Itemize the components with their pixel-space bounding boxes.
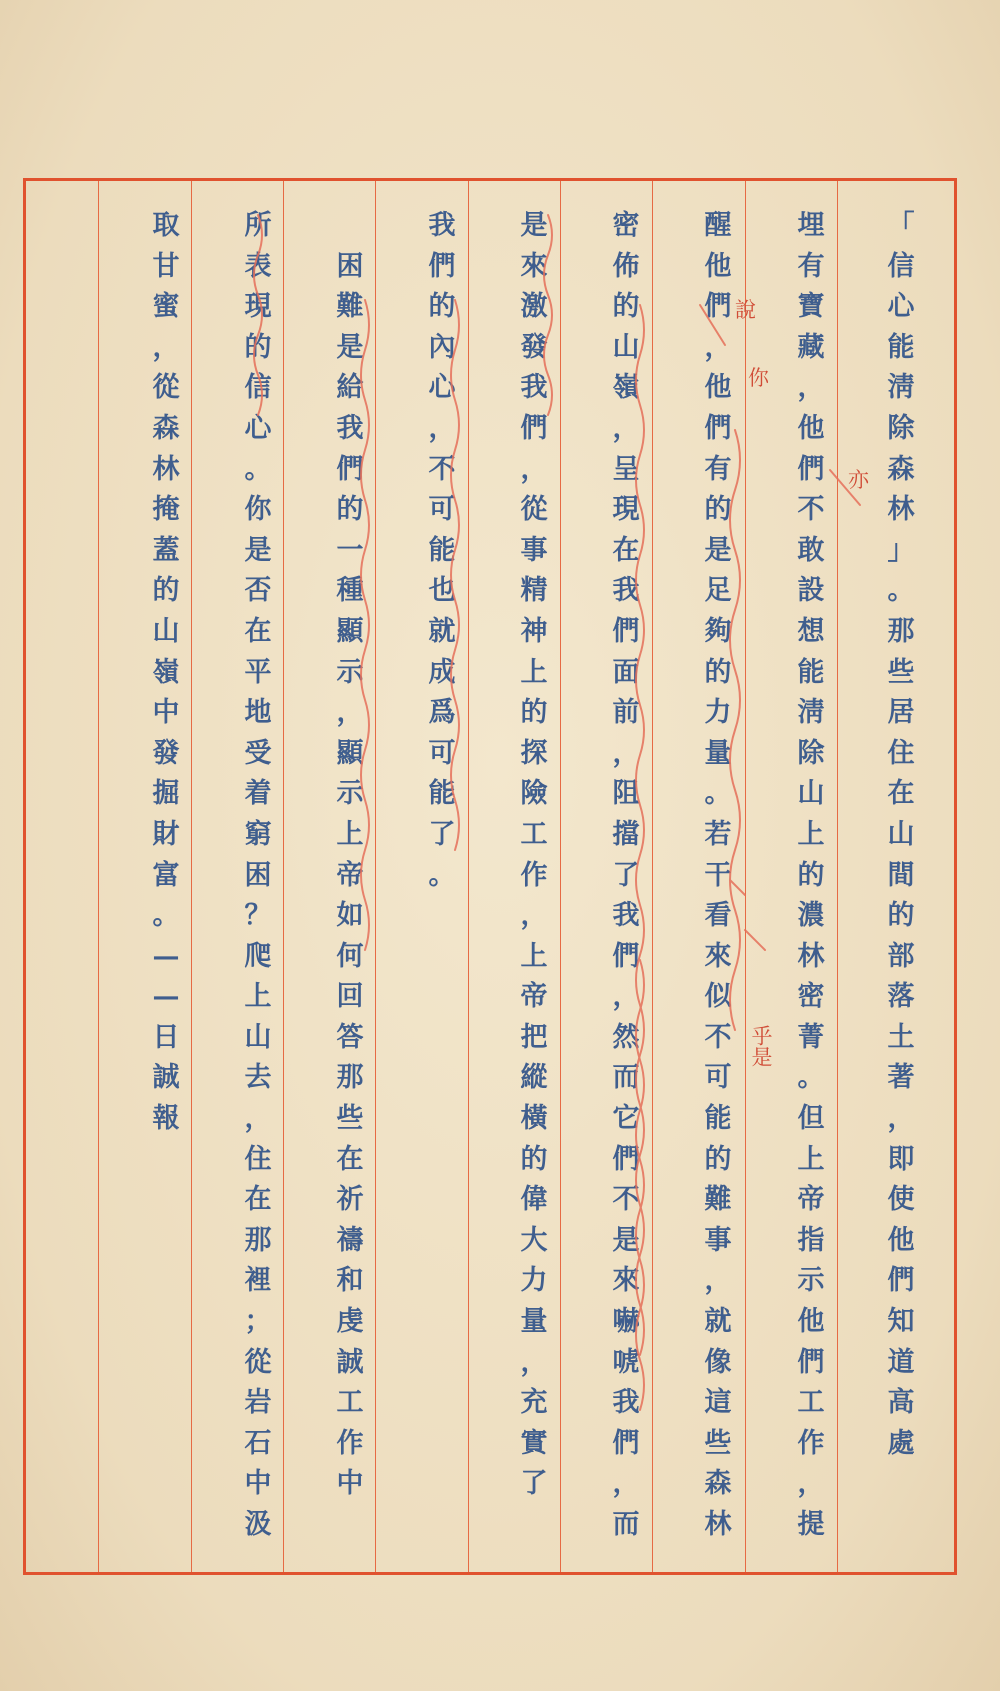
manuscript-character: 淸 bbox=[887, 372, 915, 404]
manuscript-character: 了 bbox=[520, 1468, 548, 1500]
manuscript-character: 回 bbox=[336, 981, 364, 1013]
manuscript-character: 們 bbox=[612, 940, 640, 972]
manuscript-character: 濃 bbox=[797, 900, 825, 932]
annotation-note: 亦 bbox=[848, 468, 869, 492]
manuscript-character: 工 bbox=[336, 1387, 364, 1419]
manuscript-character: 不 bbox=[428, 453, 456, 485]
manuscript-character: 然 bbox=[612, 1021, 640, 1053]
manuscript-character: 森 bbox=[704, 1468, 732, 1500]
manuscript-character: 若 bbox=[704, 818, 732, 850]
wavy-underline bbox=[361, 300, 369, 950]
annotation-note: 乎是 bbox=[749, 1025, 773, 1067]
manuscript-character: 們 bbox=[612, 1143, 640, 1175]
manuscript-character: 掩 bbox=[152, 494, 180, 526]
manuscript-character: 富 bbox=[152, 859, 180, 891]
manuscript-character: 是 bbox=[520, 210, 548, 241]
manuscript-character: 山 bbox=[244, 1021, 272, 1053]
manuscript-character: 林 bbox=[704, 1509, 732, 1540]
manuscript-character: 橫 bbox=[520, 1103, 548, 1135]
manuscript-character: 種 bbox=[336, 575, 364, 607]
manuscript-character: 中 bbox=[152, 697, 180, 729]
manuscript-character: 森 bbox=[152, 412, 180, 444]
manuscript-character: 成 bbox=[428, 656, 456, 688]
manuscript-character: 上 bbox=[520, 940, 548, 972]
manuscript-character: ， bbox=[520, 1346, 548, 1378]
manuscript-character: 不 bbox=[704, 1021, 732, 1053]
manuscript-character: 密 bbox=[797, 981, 825, 1013]
manuscript-character: 上 bbox=[797, 818, 825, 850]
manuscript-character: 干 bbox=[704, 859, 732, 891]
manuscript-character: 可 bbox=[428, 737, 456, 769]
manuscript-character: 示 bbox=[797, 1265, 825, 1297]
manuscript-character: 在 bbox=[612, 534, 640, 566]
manuscript-character: 就 bbox=[704, 1306, 732, 1338]
manuscript-character: 爬 bbox=[244, 940, 272, 972]
manuscript-character: 日 bbox=[152, 1021, 180, 1053]
manuscript-character: 山 bbox=[797, 778, 825, 810]
manuscript-character: 禱 bbox=[336, 1224, 364, 1256]
manuscript-character: 從 bbox=[152, 372, 180, 404]
manuscript-character: 他 bbox=[887, 1224, 915, 1256]
manuscript-character: 難 bbox=[336, 291, 364, 323]
manuscript-character: 作 bbox=[797, 1427, 825, 1459]
manuscript-character: 取 bbox=[152, 210, 180, 241]
manuscript-character: 。 bbox=[704, 778, 732, 810]
manuscript-character: 的 bbox=[520, 697, 548, 729]
manuscript-character: 窮 bbox=[244, 818, 272, 850]
manuscript-character: 有 bbox=[797, 250, 825, 282]
manuscript-character: 縱 bbox=[520, 1062, 548, 1094]
manuscript-character: 提 bbox=[797, 1509, 825, 1540]
annotation-note: 你 bbox=[748, 366, 769, 390]
manuscript-character: 否 bbox=[244, 575, 272, 607]
manuscript-character: 帝 bbox=[520, 981, 548, 1013]
manuscript-character: 信 bbox=[244, 372, 272, 404]
manuscript-character: 擋 bbox=[612, 818, 640, 850]
manuscript-character: 心 bbox=[244, 412, 272, 444]
manuscript-character: 現 bbox=[244, 291, 272, 323]
manuscript-character: 從 bbox=[244, 1346, 272, 1378]
manuscript-character: — bbox=[152, 981, 180, 1013]
manuscript-character: 困 bbox=[244, 859, 272, 891]
manuscript-character: 足 bbox=[704, 575, 732, 607]
manuscript-character: 的 bbox=[152, 575, 180, 607]
manuscript-character: 看 bbox=[704, 900, 732, 932]
manuscript-character: 不 bbox=[797, 494, 825, 526]
manuscript-character: 答 bbox=[336, 1021, 364, 1053]
manuscript-character: 如 bbox=[336, 900, 364, 932]
manuscript-character: 能 bbox=[797, 656, 825, 688]
manuscript-character: 汲 bbox=[244, 1509, 272, 1540]
manuscript-character: 土 bbox=[887, 1021, 915, 1053]
manuscript-character: 。 bbox=[152, 900, 180, 932]
manuscript-character: 。 bbox=[428, 859, 456, 891]
manuscript-character: 前 bbox=[612, 697, 640, 729]
manuscript-character: 那 bbox=[244, 1224, 272, 1256]
manuscript-character: 量 bbox=[704, 737, 732, 769]
manuscript-character: 偉 bbox=[520, 1184, 548, 1216]
manuscript-character: 工 bbox=[797, 1387, 825, 1419]
manuscript-character: ， bbox=[336, 697, 364, 729]
manuscript-character: 。 bbox=[887, 575, 915, 607]
manuscript-character: 現 bbox=[612, 494, 640, 526]
manuscript-character: 林 bbox=[152, 453, 180, 485]
manuscript-character: 在 bbox=[336, 1143, 364, 1175]
manuscript-character: 山 bbox=[612, 331, 640, 363]
manuscript-character: 是 bbox=[612, 1224, 640, 1256]
manuscript-character: ， bbox=[612, 737, 640, 769]
manuscript-character: 嶺 bbox=[612, 372, 640, 404]
manuscript-character: 唬 bbox=[612, 1346, 640, 1378]
manuscript-character: 石 bbox=[244, 1427, 272, 1459]
manuscript-character: 去 bbox=[244, 1062, 272, 1094]
manuscript-character: 可 bbox=[704, 1062, 732, 1094]
manuscript-character: 他 bbox=[797, 412, 825, 444]
manuscript-character: 寶 bbox=[797, 291, 825, 323]
manuscript-character: 阻 bbox=[612, 778, 640, 810]
manuscript-character: 力 bbox=[520, 1265, 548, 1297]
manuscript-character: 是 bbox=[336, 331, 364, 363]
manuscript-character: 上 bbox=[520, 656, 548, 688]
manuscript-character: 從 bbox=[520, 494, 548, 526]
manuscript-character: 受 bbox=[244, 737, 272, 769]
manuscript-character: 想 bbox=[797, 615, 825, 647]
manuscript-character: ， bbox=[887, 1103, 915, 1135]
manuscript-character: 何 bbox=[336, 940, 364, 972]
manuscript-character: 淸 bbox=[797, 697, 825, 729]
manuscript-character: 的 bbox=[428, 291, 456, 323]
manuscript-character: 實 bbox=[520, 1427, 548, 1459]
manuscript-character: 報 bbox=[152, 1103, 180, 1135]
manuscript-character: 能 bbox=[428, 778, 456, 810]
manuscript-character: ， bbox=[704, 1265, 732, 1297]
manuscript-character: 神 bbox=[520, 615, 548, 647]
manuscript-character: 我 bbox=[428, 210, 456, 241]
manuscript-character: 間 bbox=[887, 859, 915, 891]
manuscript-character: 我 bbox=[520, 372, 548, 404]
manuscript-character: 他 bbox=[704, 250, 732, 282]
manuscript-character: 量 bbox=[520, 1306, 548, 1338]
manuscript-character: 有 bbox=[704, 453, 732, 485]
manuscript-character: 能 bbox=[704, 1103, 732, 1135]
manuscript-character: 表 bbox=[244, 250, 272, 282]
manuscript-character: 內 bbox=[428, 331, 456, 363]
manuscript-character: 部 bbox=[887, 940, 915, 972]
manuscript-character: 帝 bbox=[797, 1184, 825, 1216]
manuscript-character: 些 bbox=[704, 1427, 732, 1459]
manuscript-character: 面 bbox=[612, 656, 640, 688]
manuscript-character: 些 bbox=[887, 656, 915, 688]
manuscript-character: ； bbox=[244, 1306, 272, 1338]
manuscript-character: ， bbox=[244, 1103, 272, 1135]
manuscript-character: 的 bbox=[797, 859, 825, 891]
manuscript-character: 虔 bbox=[336, 1306, 364, 1338]
manuscript-character: 來 bbox=[520, 250, 548, 282]
manuscript-character: 來 bbox=[612, 1265, 640, 1297]
manuscript-character: 。 bbox=[797, 1062, 825, 1094]
manuscript-character: 嶺 bbox=[152, 656, 180, 688]
manuscript-character: 道 bbox=[887, 1346, 915, 1378]
manuscript-character: 們 bbox=[887, 1265, 915, 1297]
manuscript-character: 的 bbox=[520, 1143, 548, 1175]
manuscript-character: 了 bbox=[612, 859, 640, 891]
manuscript-character: 在 bbox=[244, 615, 272, 647]
manuscript-character: 蓋 bbox=[152, 534, 180, 566]
manuscript-character: 了 bbox=[428, 818, 456, 850]
manuscript-character: 也 bbox=[428, 575, 456, 607]
manuscript-character: 著 bbox=[887, 1062, 915, 1094]
manuscript-character: 蜜 bbox=[152, 291, 180, 323]
manuscript-character: ， bbox=[797, 1468, 825, 1500]
manuscript-character: 岩 bbox=[244, 1387, 272, 1419]
manuscript-character: 使 bbox=[887, 1184, 915, 1216]
manuscript-character: 醒 bbox=[704, 210, 732, 241]
manuscript-character: 們 bbox=[336, 453, 364, 485]
manuscript-character: 他 bbox=[797, 1306, 825, 1338]
manuscript-character: 來 bbox=[704, 940, 732, 972]
manuscript-character: 心 bbox=[887, 291, 915, 323]
manuscript-character: 中 bbox=[244, 1468, 272, 1500]
manuscript-character: 工 bbox=[520, 818, 548, 850]
manuscript-character: — bbox=[152, 940, 180, 972]
manuscript-character: 事 bbox=[520, 534, 548, 566]
manuscript-character: 誠 bbox=[152, 1062, 180, 1094]
manuscript-character: 事 bbox=[704, 1224, 732, 1256]
manuscript-character: 。 bbox=[244, 453, 272, 485]
manuscript-character: 我 bbox=[612, 575, 640, 607]
manuscript-character: 那 bbox=[336, 1062, 364, 1094]
manuscript-character: 平 bbox=[244, 656, 272, 688]
manuscript-character: 爲 bbox=[428, 697, 456, 729]
manuscript-character: 顯 bbox=[336, 615, 364, 647]
manuscript-character: 一 bbox=[336, 534, 364, 566]
manuscript-character: 給 bbox=[336, 372, 364, 404]
manuscript-character: 住 bbox=[887, 737, 915, 769]
manuscript-character: 它 bbox=[612, 1103, 640, 1135]
manuscript-character: 誠 bbox=[336, 1346, 364, 1378]
manuscript-character: 除 bbox=[797, 737, 825, 769]
manuscript-character: ， bbox=[704, 331, 732, 363]
manuscript-character: 呈 bbox=[612, 453, 640, 485]
manuscript-character: 發 bbox=[520, 331, 548, 363]
manuscript-character: 顯 bbox=[336, 737, 364, 769]
wavy-underline bbox=[451, 300, 459, 850]
manuscript-character: 險 bbox=[520, 778, 548, 810]
manuscript-character: 是 bbox=[244, 534, 272, 566]
manuscript-character: 處 bbox=[887, 1427, 915, 1459]
manuscript-character: 信 bbox=[887, 250, 915, 282]
manuscript-character: 探 bbox=[520, 737, 548, 769]
manuscript-character: 他 bbox=[704, 372, 732, 404]
manuscript-character: 林 bbox=[887, 494, 915, 526]
manuscript-character: 密 bbox=[612, 210, 640, 241]
manuscript-character: 高 bbox=[887, 1387, 915, 1419]
manuscript-character: 可 bbox=[428, 494, 456, 526]
manuscript-character: 佈 bbox=[612, 250, 640, 282]
wavy-underline bbox=[254, 215, 262, 415]
manuscript-character: 和 bbox=[336, 1265, 364, 1297]
manuscript-character: 難 bbox=[704, 1184, 732, 1216]
manuscript-character: 的 bbox=[336, 494, 364, 526]
manuscript-character: ， bbox=[612, 412, 640, 444]
manuscript-character: 我 bbox=[612, 900, 640, 932]
manuscript-character: ， bbox=[520, 453, 548, 485]
manuscript-character: 」 bbox=[887, 534, 915, 566]
manuscript-character: ， bbox=[612, 981, 640, 1013]
manuscript-character: 們 bbox=[520, 412, 548, 444]
manuscript-character: 所 bbox=[244, 210, 272, 241]
manuscript-character: 的 bbox=[244, 331, 272, 363]
manuscript-character: 們 bbox=[612, 615, 640, 647]
manuscript-character: 不 bbox=[612, 1184, 640, 1216]
manuscript-character: 示 bbox=[336, 778, 364, 810]
manuscript-character: 們 bbox=[797, 453, 825, 485]
manuscript-character: 埋 bbox=[797, 210, 825, 241]
manuscript-character: 們 bbox=[704, 412, 732, 444]
manuscript-character: ？ bbox=[244, 900, 272, 932]
wavy-underline bbox=[730, 430, 740, 1030]
manuscript-character: 甘 bbox=[152, 250, 180, 282]
manuscript-character: 而 bbox=[612, 1509, 640, 1540]
manuscript-character: 但 bbox=[797, 1103, 825, 1135]
manuscript-character: 示 bbox=[336, 656, 364, 688]
manuscript-character: 是 bbox=[704, 534, 732, 566]
manuscript-character: 地 bbox=[244, 697, 272, 729]
manuscript-character: ， bbox=[152, 331, 180, 363]
manuscript-character: 的 bbox=[704, 656, 732, 688]
manuscript-character: 知 bbox=[887, 1306, 915, 1338]
manuscript-character: 居 bbox=[887, 697, 915, 729]
manuscript-character: 而 bbox=[612, 1062, 640, 1094]
manuscript-character: 充 bbox=[520, 1387, 548, 1419]
manuscript-character: 在 bbox=[244, 1184, 272, 1216]
manuscript-character: 能 bbox=[887, 331, 915, 363]
manuscript-character: 即 bbox=[887, 1143, 915, 1175]
manuscript-character: 作 bbox=[336, 1427, 364, 1459]
manuscript-character: 「 bbox=[887, 210, 915, 241]
manuscript-character: 我 bbox=[336, 412, 364, 444]
manuscript-character: 們 bbox=[704, 291, 732, 323]
mark-stroke bbox=[745, 930, 765, 950]
manuscript-character: 們 bbox=[797, 1346, 825, 1378]
manuscript-character: 你 bbox=[244, 494, 272, 526]
manuscript-character: 指 bbox=[797, 1224, 825, 1256]
manuscript-character: 設 bbox=[797, 575, 825, 607]
manuscript-character: 的 bbox=[887, 900, 915, 932]
manuscript-character: 作 bbox=[520, 859, 548, 891]
manuscript-character: 落 bbox=[887, 981, 915, 1013]
manuscript-character: 似 bbox=[704, 981, 732, 1013]
manuscript-character: 的 bbox=[704, 1143, 732, 1175]
manuscript-character: 大 bbox=[520, 1224, 548, 1256]
manuscript-character: 藏 bbox=[797, 331, 825, 363]
manuscript-character: 精 bbox=[520, 575, 548, 607]
manuscript-character: 中 bbox=[336, 1468, 364, 1500]
manuscript-character: ， bbox=[797, 372, 825, 404]
manuscript-character: 上 bbox=[797, 1143, 825, 1175]
manuscript-character: 困 bbox=[336, 250, 364, 282]
manuscript-character: 森 bbox=[887, 453, 915, 485]
manuscript-character: 山 bbox=[152, 615, 180, 647]
manuscript-character: 裡 bbox=[244, 1265, 272, 1297]
manuscript-character: 掘 bbox=[152, 778, 180, 810]
manuscript-character: 夠 bbox=[704, 615, 732, 647]
mark-stroke bbox=[700, 305, 725, 345]
manuscript-character: 上 bbox=[336, 818, 364, 850]
manuscript-character: 的 bbox=[612, 291, 640, 323]
manuscript-character: 山 bbox=[887, 818, 915, 850]
manuscript-character: 帝 bbox=[336, 859, 364, 891]
manuscript-character: 祈 bbox=[336, 1184, 364, 1216]
manuscript-character: 住 bbox=[244, 1143, 272, 1175]
manuscript-character: 菁 bbox=[797, 1021, 825, 1053]
mark-stroke bbox=[730, 880, 745, 895]
manuscript-character: 我 bbox=[612, 1387, 640, 1419]
manuscript-character: 能 bbox=[428, 534, 456, 566]
manuscript-character: 財 bbox=[152, 818, 180, 850]
manuscript-character: 的 bbox=[704, 494, 732, 526]
manuscript-character: 上 bbox=[244, 981, 272, 1013]
manuscript-character: 就 bbox=[428, 615, 456, 647]
manuscript-character: 激 bbox=[520, 291, 548, 323]
wavy-underline bbox=[544, 215, 552, 415]
manuscript-character: 着 bbox=[244, 778, 272, 810]
manuscript-character: ， bbox=[428, 412, 456, 444]
manuscript-character: 這 bbox=[704, 1387, 732, 1419]
manuscript-character: ， bbox=[612, 1468, 640, 1500]
manuscript-character: 敢 bbox=[797, 534, 825, 566]
manuscript-character: 把 bbox=[520, 1021, 548, 1053]
manuscript-character: 力 bbox=[704, 697, 732, 729]
manuscript-character: 發 bbox=[152, 737, 180, 769]
manuscript-character: 們 bbox=[612, 1427, 640, 1459]
manuscript-character: 嚇 bbox=[612, 1306, 640, 1338]
manuscript-character: 那 bbox=[887, 615, 915, 647]
annotation-note: 說 bbox=[735, 298, 756, 322]
manuscript-character: 們 bbox=[428, 250, 456, 282]
manuscript-character: 林 bbox=[797, 940, 825, 972]
manuscript-character: 像 bbox=[704, 1346, 732, 1378]
manuscript-character: 心 bbox=[428, 372, 456, 404]
manuscript-character: 些 bbox=[336, 1103, 364, 1135]
manuscript-character: ， bbox=[520, 900, 548, 932]
manuscript-character: 在 bbox=[887, 778, 915, 810]
manuscript-character: 除 bbox=[887, 412, 915, 444]
